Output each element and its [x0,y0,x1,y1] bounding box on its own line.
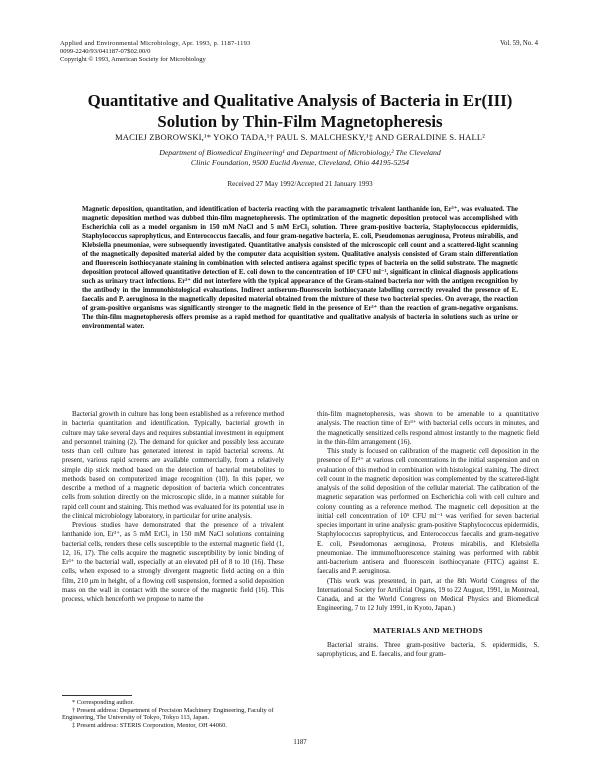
body-paragraph: Previous studies have demonstrated that the presence of a trivalent lanthanide ion, Er³⁺, as 5 mM ErCl₃ in 150 mM NaCl solutions containing bacterial cells, renders these cells susceptible to the external magnetic field (1, 12, 16, 17). The cells acquire the magnetic susceptibility by ionic binding of Er³⁺ to the bacterial wall, especially at an elevated pH of 8 to 10 (16). These cells, when exposed to a strongly divergent magnetic field acting on a thin film, 210 μm in height, of a flowing cell suspension, formed a solid deposition mass on the wall in contact with the source of the magnetic field (16). This process, which henceforth we propose to name the [62,521,284,603]
body-paragraph: This study is focused on calibration of the magnetic cell deposition in the presence of Er³⁺ at various cell concentrations in the initial suspension and on evaluation of this method in combination with histological staining. The direct cell count in the magnetic deposition was complemented by the scattered-light analysis of the solid deposition of the cellular material. The calibration of the magnetic separation was performed on Escherichia coli with cell culture and colony counting as a reference method. The magnetic cell deposition at the initial cell concentration of 10⁵ CFU ml⁻¹ was verified for seven bacterial species important in urine analysis: gram-positive Staphylococcus epidermidis, Staphylococcus saprophyticus, and Enterococcus faecalis and gram-negative E. coli, Pseudomonas aeruginosa, Proteus mirabilis, and Klebsiella pneumoniae. The immunofluorescence staining was performed with rabbit anti-bacterium antisera and fluorescein isothiocyanate (FITC) against E. faecalis and P. aeruginosa. [317,447,539,576]
footnotes [62,695,284,729]
affiliation-line-1: Department of Biomedical Engineering¹ and Department of Microbiology,² The Cleveland [159,148,441,157]
footnote: † Present address: Department of Precision Machinery Engineering, Faculty of Engineering, The University of Tokyo, Tokyo 113, Japan. [62,706,274,722]
footnote: ‡ Present address: STERIS Corporation, Mentor, OH 44060. [72,721,227,729]
volume-label: Vol. 59, No. 4 [499,40,538,47]
section-heading: MATERIALS AND METHODS [373,625,483,635]
journal-citation: Applied and Environmental Microbiology, Apr. 1993, p. 1187-1193 [60,40,251,47]
title-line-2: Solution by Thin-Film Magnetopheresis [157,112,443,131]
body-column-right [317,410,539,659]
issn-line: 0099-2240/93/041187-07$02.00/0 [60,48,151,56]
affiliation [100,148,500,169]
footnote: * Corresponding author. [72,699,134,706]
body-column-left [62,410,284,604]
abstract: Magnetic deposition, quantitation, and identification of bacteria reacting with the paramagnetic trivalent lanthanide ion, Er³⁺, was evaluated. The magnetic deposition method was dubbed thin-film magnetopheresis. The optimization of the magnetic deposition protocol was accomplished with Escherichia coli as a model organism in 150 mM NaCl and 5 mM ErCl₃ solution. Three gram-positive bacteria, Staphylococcus epidermidis, Staphylococcus saprophyticus, and Enterococcus faecalis, and four gram-negative bacteria, E. coli, Pseudomonas aeruginosa, Proteus mirabilis, and Klebsiella pneumoniae, were subsequently investigated. Quantitative analysis consisted of the microscopic cell count and a scattered-light scanning of the magnetically deposited material aided by the computer data acquisition system. Qualitative analysis consisted of Gram stain differentiation and fluorescein isothiocyanate staining in combination with selected antisera against specific types of bacteria on the solid substrate. The magnetic deposition protocol allowed quantitative detection of E. coli down to the concentration of 10⁵ CFU ml⁻¹, significant in clinical diagnosis applications such as urinary tract infections. Er³⁺ did not interfere with the typical appearance of the Gram-stained bacteria nor with the antigen recognition by the antibody in the immunohistological evaluations. Indirect antiserum-fluorescein isothiocyanate labelling correctly revealed the presence of E. faecalis and P. aeruginosa in the magnetically deposited material obtained from the mixture of these two bacterial species. On average, the reaction of gram-positive organisms was significantly stronger to the magnetic field in the presence of Er³⁺ than the reaction of gram-negative organisms. The thin-film magnetopheresis offers promise as a rapid method for quantitative and qualitative analysis of bacteria in solutions such as urine or environmental water. [82,206,518,330]
journal-header [60,40,251,65]
affiliation-line-2: Clinic Foundation, 9500 Euclid Avenue, Cleveland, Ohio 44195-5254 [190,158,410,168]
body-paragraph: thin-film magnetopheresis, was shown to be amenable to a quantitative analysis. The reaction time of Er³⁺ with bacterial cells occurs in minutes, and the magnetically sensitized cells respond almost instantly to the magnetic field in the thin-film arrangement (16). [317,410,539,446]
author-list: MACIEJ ZBOROWSKI,¹* YOKO TADA,¹† PAUL S. MALCHESKY,¹‡ AND GERALDINE S. HALL² [115,132,485,142]
body-paragraph: (This work was presented, in part, at the 8th World Congress of the International Society for Artificial Organs, 19 to 22 August, 1991, in Montreal, Canada, and at the World Congress on Medical Physics and Biomedical Engineering, 7 to 12 July 1991, in Kyoto, Japan.) [317,576,539,613]
article-title [60,90,540,132]
title-line-1: Quantitative and Qualitative Analysis of Bacteria in Er(III) [87,91,513,110]
page-number: 1187 [293,739,307,746]
body-paragraph: Bacterial strains. Three gram-positive bacteria, S. epidermidis, S. saprophyticus, and E. faecalis, and four gram- [317,640,539,658]
body-paragraph: Bacterial growth in culture has long been established as a reference method in bacteria quantitation and identification. Typically, bacterial growth in culture may take several days and requires substantial investment in equipment and personnel training (2). The demand for quicker and possibly less accurate tests than cell culture has generated interest in rapid bacterial screens. At present, various rapid screens are available commercially, from a relatively simple dip stick method based on the detection of bacterial metabolites to methods based on computerized image recognition (10). In this paper, we describe a method of a magnetic deposition of bacteria which concentrates cells from solution directly on the microscopic slide, in a manner suitable for rapid cell count and staining. This method was evaluated for its potential use in the clinical microbiology laboratory, in particular for urine analysis. [62,410,284,520]
footnote-rule [62,695,132,696]
copyright-line: Copyright © 1993, American Society for Microbiology [60,56,206,64]
received-dates: Received 27 May 1992/Accepted 21 January 1993 [227,180,373,188]
